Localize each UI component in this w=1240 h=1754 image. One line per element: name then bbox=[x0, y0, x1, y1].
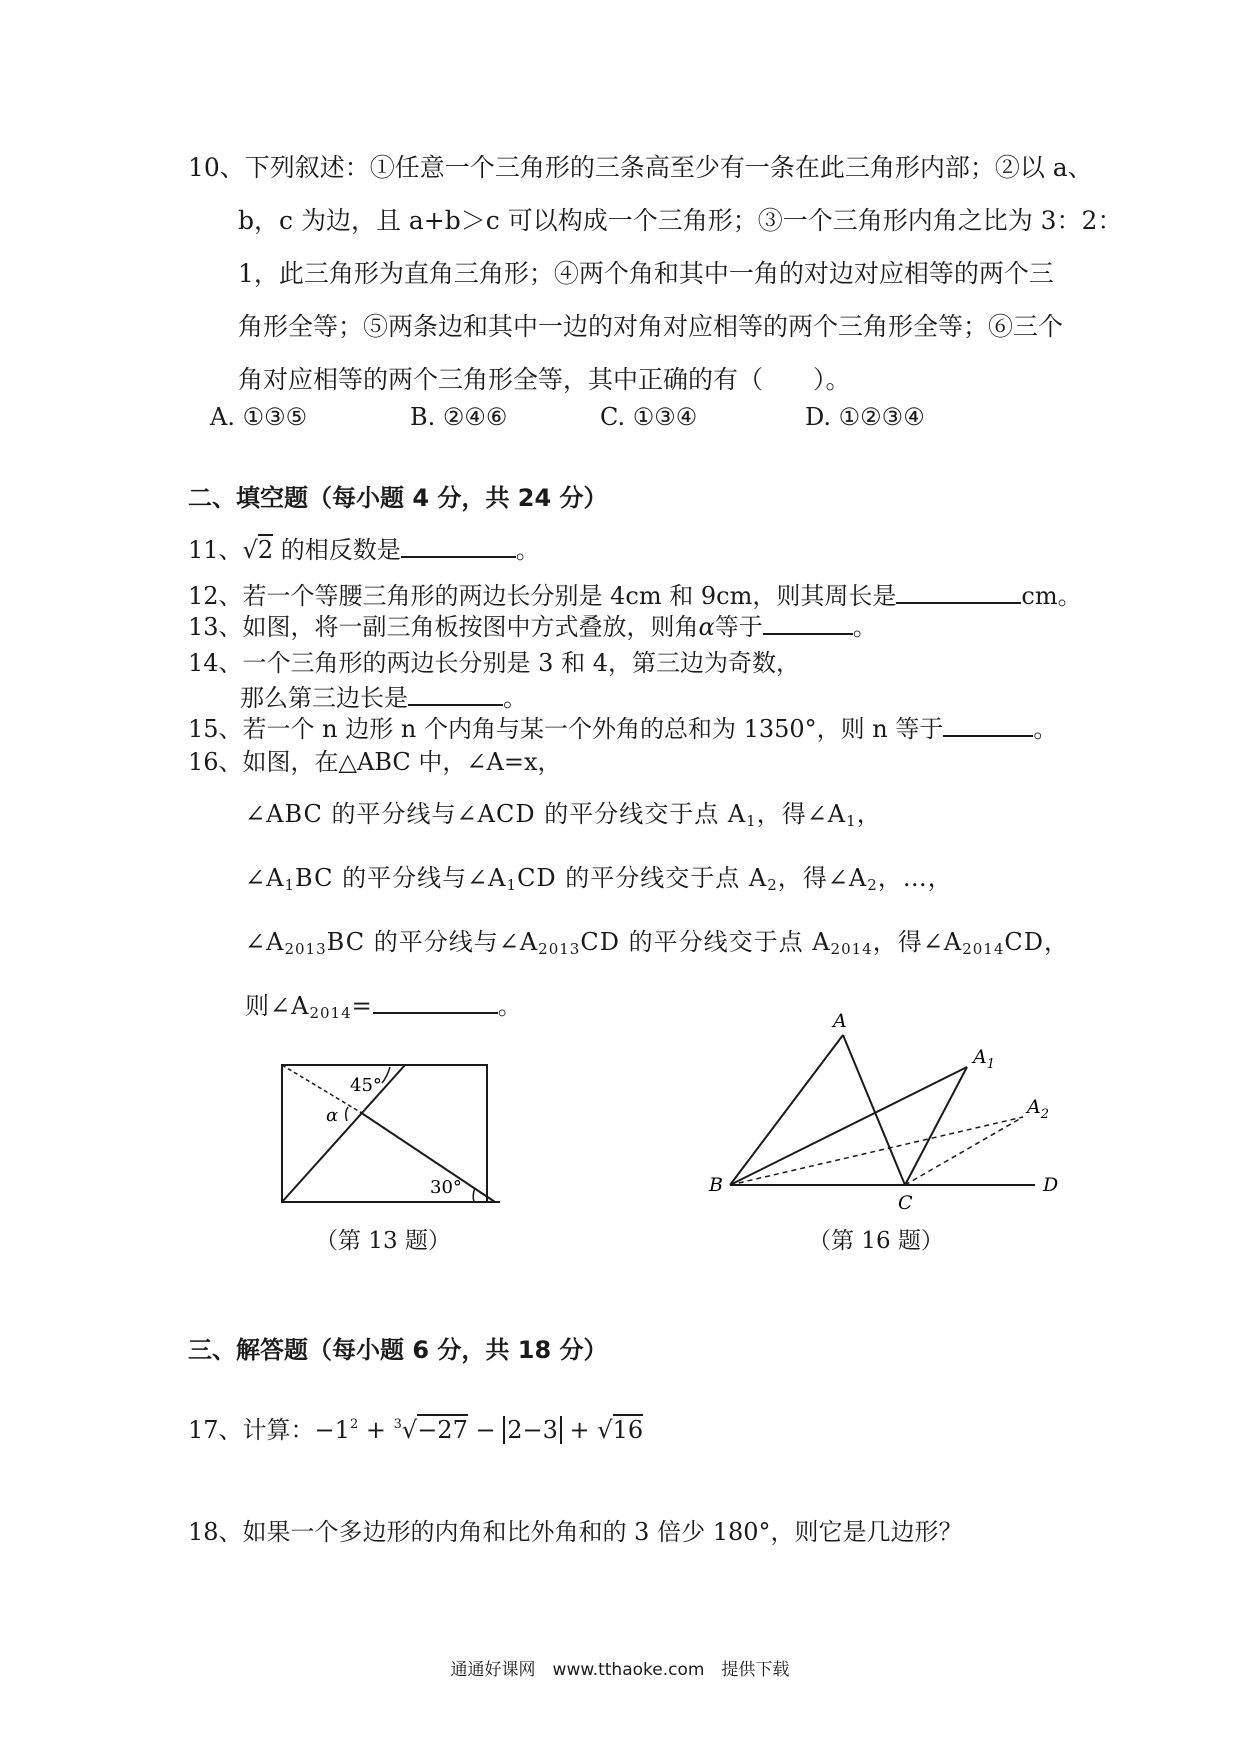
q16-l4b: BC 的平分线与∠A bbox=[326, 928, 539, 956]
q16-l4e: CD， bbox=[1004, 928, 1069, 956]
choice-d: D. ①②③④ bbox=[805, 403, 925, 431]
fig13-line-45 bbox=[282, 1065, 405, 1202]
q16-l3c: CD 的平分线交于点 A bbox=[517, 864, 768, 892]
q16-l4d: ，得∠A bbox=[872, 928, 963, 956]
fig16-line-ba1 bbox=[730, 1067, 967, 1185]
q17-cube-index: 3 bbox=[393, 1417, 402, 1432]
fig13-arc-30 bbox=[473, 1188, 475, 1202]
question-14-line-2 bbox=[240, 678, 527, 713]
q12-answer-blank[interactable] bbox=[896, 580, 1021, 604]
q11-answer-blank[interactable] bbox=[401, 534, 516, 558]
q16-l3d: ，得∠A bbox=[777, 864, 868, 892]
q16-l3s4: 2 bbox=[867, 876, 878, 894]
q10-line-5: 角对应相等的两个三角形全等，其中正确的有（ ）。 bbox=[238, 365, 851, 394]
fig16-label-a: A bbox=[833, 1010, 847, 1032]
q16-l3b: BC 的平分线与∠A bbox=[295, 864, 507, 892]
fig16-line-ab bbox=[730, 1035, 843, 1185]
fig13-label-45: 45° bbox=[350, 1075, 382, 1096]
fig13-label-alpha: α bbox=[326, 1105, 339, 1126]
fig16-line-ca1 bbox=[905, 1067, 967, 1185]
fig16-label-d: D bbox=[1043, 1174, 1059, 1196]
fig16-label-b: B bbox=[709, 1174, 723, 1196]
page-footer: 通通好课网 www.tthaoke.com 提供下载 bbox=[450, 1660, 790, 1680]
question-10 bbox=[188, 153, 1123, 420]
q17-plus-1: + bbox=[365, 1416, 386, 1444]
fig16-line-ac bbox=[843, 1035, 905, 1185]
q16-line-5 bbox=[245, 986, 523, 1022]
q17-sqrt-radicand: 16 bbox=[612, 1416, 644, 1444]
fig16-a2-letter: A bbox=[1027, 1096, 1041, 1118]
q16-line-3 bbox=[245, 858, 953, 894]
q11-radicand: 2 bbox=[257, 536, 274, 564]
q12-end: cm。 bbox=[1021, 582, 1082, 610]
fig13-label-30: 30° bbox=[430, 1177, 462, 1198]
fig16-caption: （第 16 题） bbox=[808, 1228, 944, 1254]
q17-abs: 2−3 bbox=[503, 1416, 562, 1444]
question-14-line-1: 14、一个三角形的两边长分别是 3 和 4，第三边为奇数， bbox=[188, 649, 800, 677]
q13-text2: 等于 bbox=[714, 613, 763, 641]
fig16-a1-sub: 1 bbox=[986, 1057, 996, 1072]
q17-label: 17、计算： bbox=[188, 1416, 315, 1444]
question-15 bbox=[188, 709, 1057, 744]
q16-l4s3: 2014 bbox=[830, 940, 873, 958]
q16-l3s1: 1 bbox=[284, 876, 295, 894]
q16-l4s1: 2013 bbox=[284, 940, 327, 958]
choice-b: B. ②④⑥ bbox=[410, 403, 508, 431]
q16-answer-blank[interactable] bbox=[373, 990, 498, 1014]
q17-term-a: −1 bbox=[314, 1416, 350, 1444]
q10-line-4: 角形全等；⑤两条边和其中一边的对角对应相等的两个三角形全等；⑥三个 bbox=[238, 312, 1064, 341]
q16-line-4 bbox=[245, 922, 1069, 958]
q13-alpha: α bbox=[698, 613, 715, 641]
q14-text: 那么第三边长是 bbox=[240, 684, 408, 712]
figure-16 bbox=[705, 1005, 1075, 1220]
q16-l4s2: 2013 bbox=[538, 940, 581, 958]
q16-l2c: ， bbox=[856, 800, 882, 828]
q16-l4a: ∠A bbox=[245, 928, 285, 956]
q16-l2b: ，得∠A bbox=[756, 800, 847, 828]
fig13-dashed bbox=[282, 1065, 360, 1112]
q15-answer-blank[interactable] bbox=[943, 713, 1033, 737]
q13-answer-blank[interactable] bbox=[763, 611, 853, 635]
q12-text: 12、若一个等腰三角形的两边长分别是 4cm 和 9cm，则其周长是 bbox=[188, 582, 897, 610]
q16-end: 。 bbox=[497, 992, 523, 1020]
q10-choices bbox=[210, 403, 925, 431]
q16-l5b: = bbox=[351, 992, 373, 1020]
question-13 bbox=[188, 607, 877, 642]
q14-end: 。 bbox=[503, 684, 527, 712]
fig13-arc-45 bbox=[382, 1067, 390, 1083]
sqrt-2: √2 bbox=[242, 536, 274, 564]
q16-l3s2: 1 bbox=[506, 876, 518, 894]
figure-13 bbox=[270, 1055, 520, 1215]
fig13-arc-alpha bbox=[346, 1107, 348, 1121]
q10-line-1: 10、下列叙述：①任意一个三角形的三条高至少有一条在此三角形内部；②以 a、 bbox=[188, 153, 1093, 182]
q16-line-2 bbox=[245, 794, 882, 830]
q15-text: 15、若一个 n 边形 n 个内角与某一个外角的总和为 1350°，则 n 等于 bbox=[188, 715, 944, 743]
q16-l5a: 则∠A bbox=[245, 992, 310, 1020]
q17-minus: − bbox=[475, 1416, 496, 1444]
fig16-label-a2 bbox=[1025, 1096, 1049, 1122]
q16-l4c: CD 的平分线交于点 A bbox=[580, 928, 831, 956]
question-17 bbox=[188, 1410, 643, 1445]
question-12 bbox=[188, 576, 1082, 611]
q15-end: 。 bbox=[1033, 715, 1058, 743]
q16-l3a: ∠A bbox=[245, 864, 285, 892]
q10-line-2: b，c 为边，且 a+b＞c 可以构成一个三角形；③一个三角形内角之比为 3：2： bbox=[238, 206, 1123, 235]
q16-l3e: ，…， bbox=[877, 864, 953, 892]
fig16-label-c: C bbox=[898, 1192, 913, 1214]
fig16-a2-sub: 2 bbox=[1040, 1107, 1050, 1122]
q11-end: 。 bbox=[515, 536, 540, 564]
fig16-a1-letter: A bbox=[973, 1046, 987, 1068]
section-3-heading: 三、解答题（每小题 6 分，共 18 分） bbox=[188, 1336, 608, 1364]
fig16-label-a1 bbox=[971, 1046, 995, 1072]
choice-a: A. ①③⑤ bbox=[210, 403, 308, 431]
question-16-line-1: 16、如图，在△ABC 中，∠A=x， bbox=[188, 748, 562, 776]
q13-text: 13、如图，将一副三角板按图中方式叠放，则角 bbox=[188, 613, 699, 641]
q16-l3s3: 2 bbox=[767, 876, 778, 894]
choice-c: C. ①③④ bbox=[600, 403, 698, 431]
q11-text: 的相反数是 bbox=[273, 536, 401, 564]
question-11 bbox=[188, 530, 540, 565]
q13-end: 。 bbox=[852, 613, 877, 641]
q16-l2s1: 1 bbox=[746, 812, 757, 830]
fig13-caption: （第 13 题） bbox=[315, 1228, 451, 1254]
q11-number: 11、 bbox=[188, 536, 243, 564]
q16-l2s2: 1 bbox=[846, 812, 857, 830]
q17-expression: $-1^2 + ^3√-27 - 2-3 + √16$ bbox=[314, 1416, 644, 1444]
question-18: 18、如果一个多边形的内角和比外角和的 3 倍少 180°，则它是几边形？ bbox=[188, 1518, 963, 1546]
q17-exp: 2 bbox=[349, 1417, 359, 1432]
q14-answer-blank[interactable] bbox=[408, 682, 503, 706]
q17-plus-2: + bbox=[569, 1416, 590, 1444]
q16-l4s4: 2014 bbox=[962, 940, 1005, 958]
section-2-heading: 二、填空题（每小题 4 分，共 24 分） bbox=[188, 484, 608, 512]
q10-line-3: 1，此三角形为直角三角形；④两个角和其中一角的对边对应相等的两个三 bbox=[238, 259, 1054, 288]
q16-l5s: 2014 bbox=[309, 1004, 352, 1022]
q16-l2a: ∠ABC 的平分线与∠ACD 的平分线交于点 A bbox=[245, 800, 747, 828]
q17-cube-radicand: −27 bbox=[417, 1416, 468, 1444]
